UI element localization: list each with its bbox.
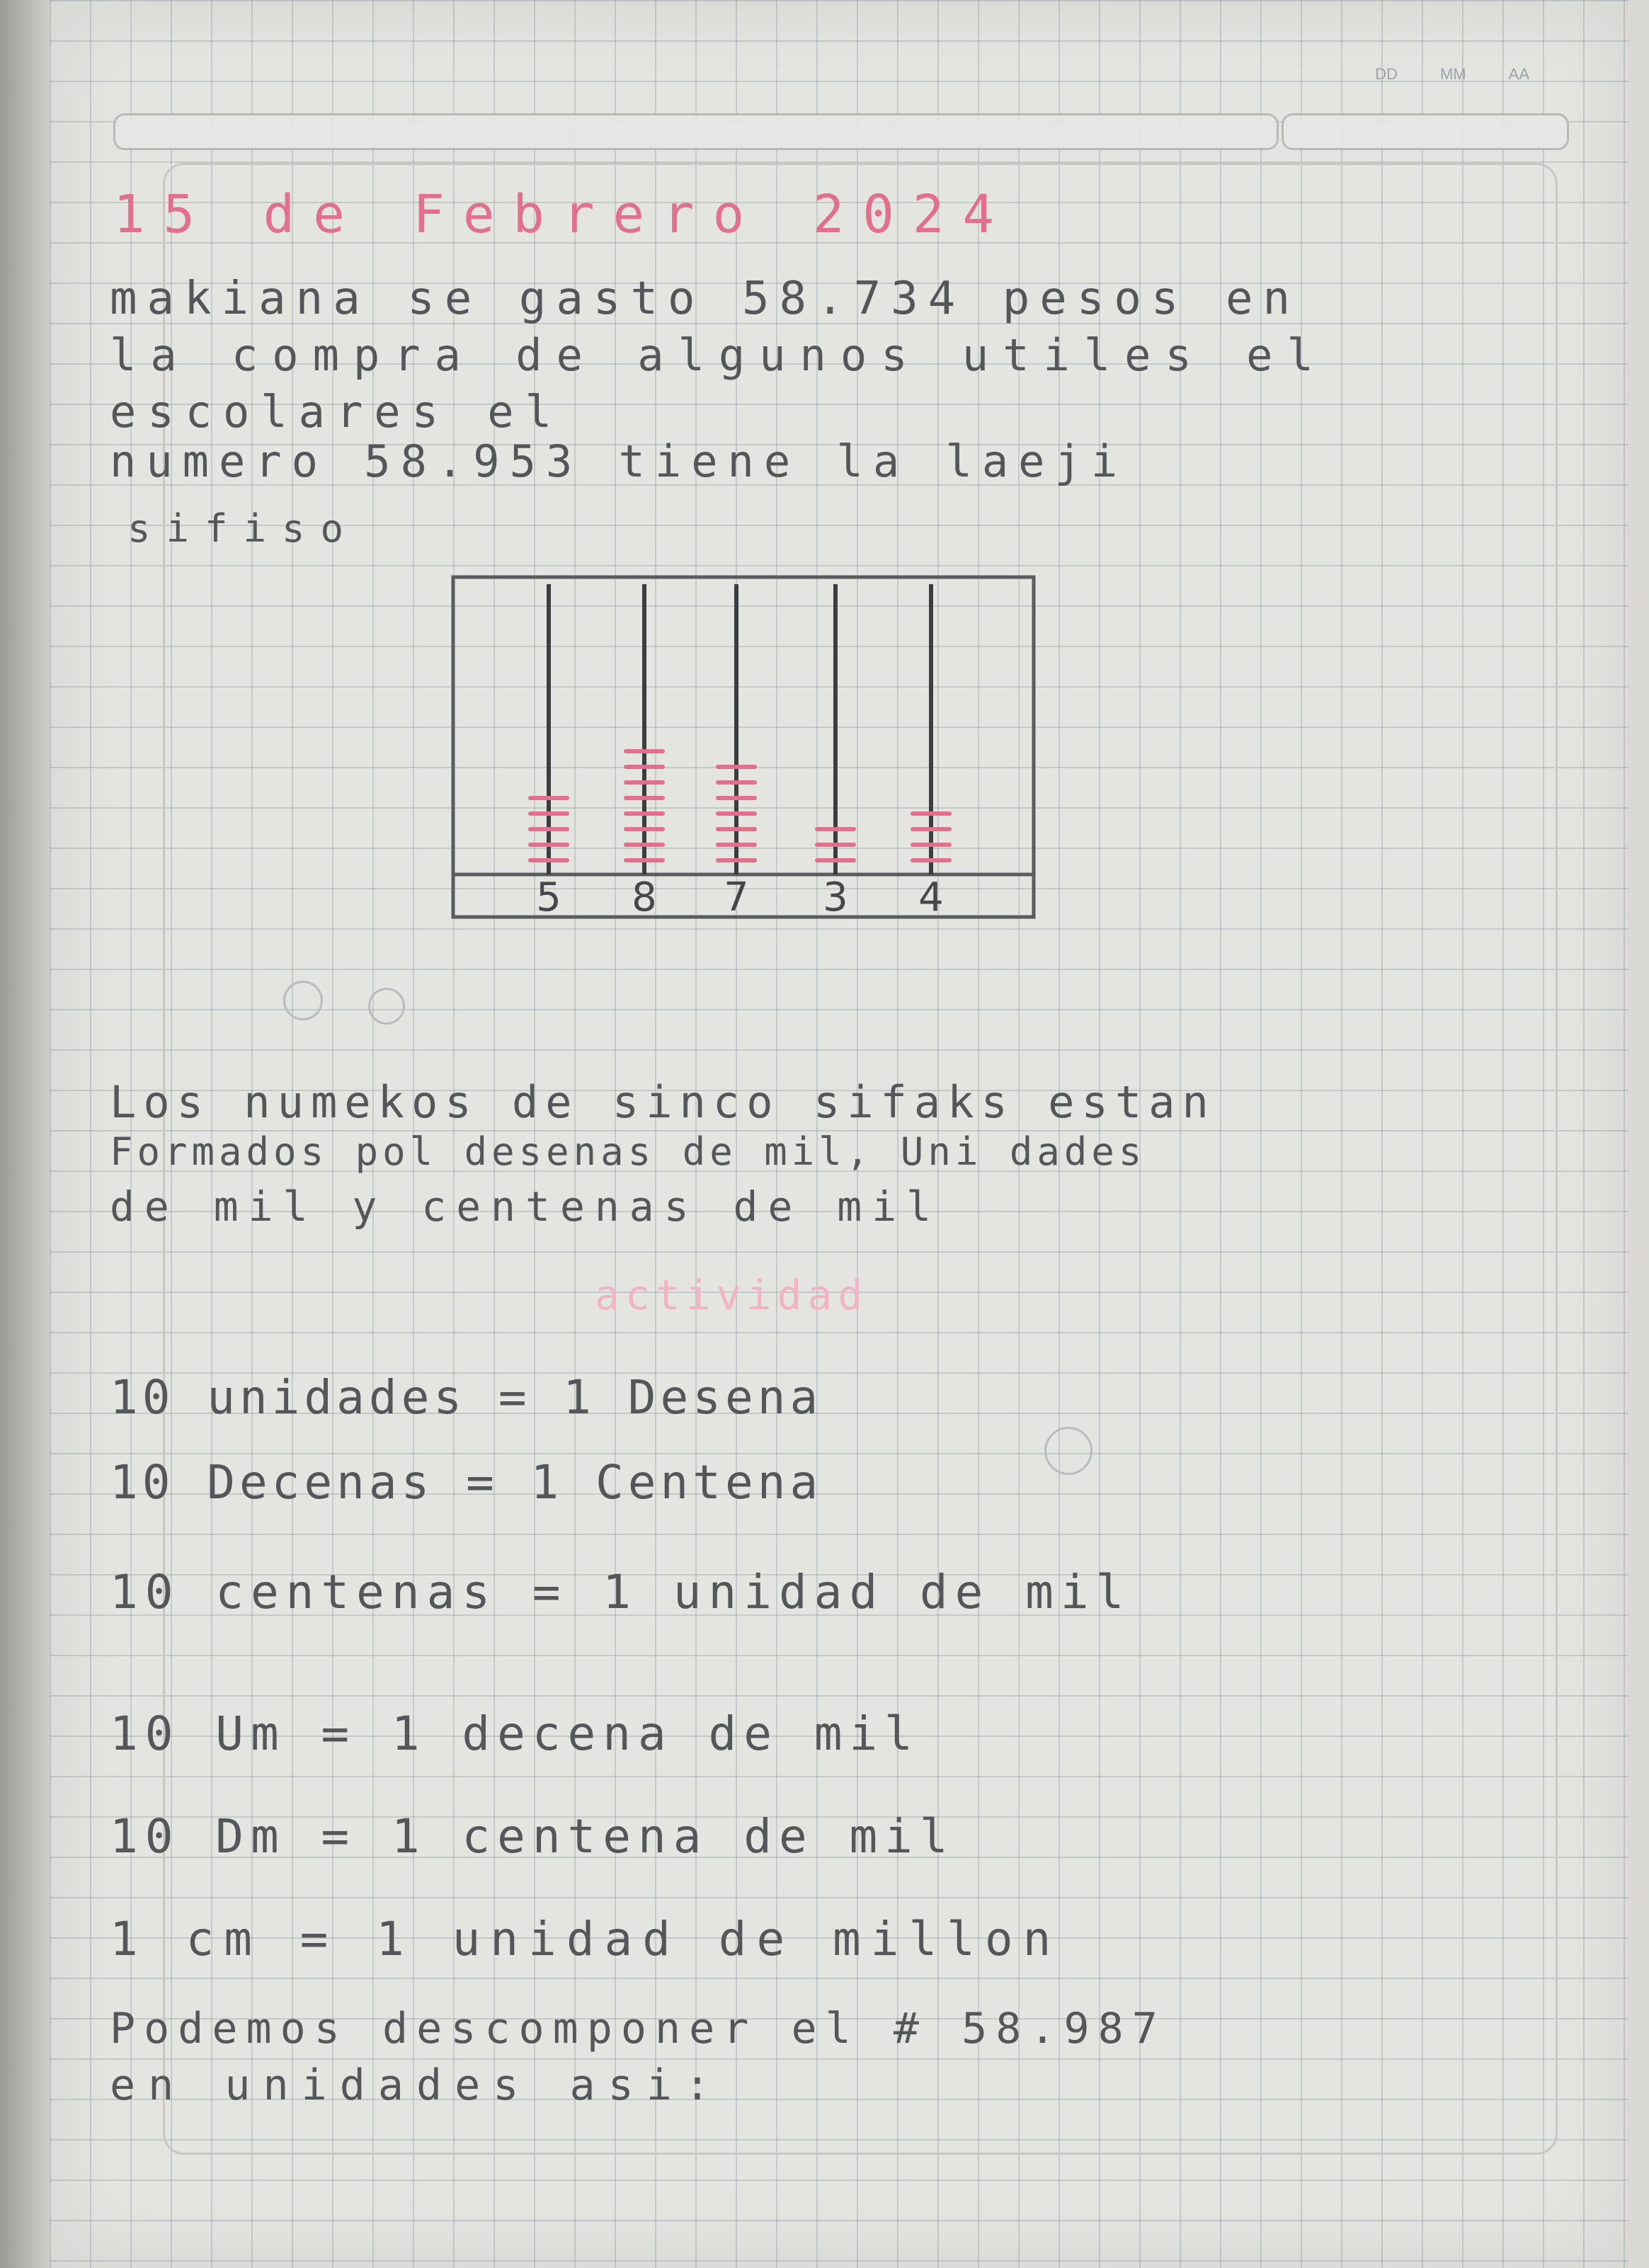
date-field-labels: [1375, 65, 1529, 84]
abacus-digit-label: 7: [724, 874, 749, 921]
date-label-year: AA: [1508, 65, 1529, 83]
equivalence-line-3: 10 centenas = 1 unidad de mil: [110, 1565, 1131, 1619]
date-label-day: DD: [1375, 65, 1398, 83]
abacus-digit-label: 5: [536, 874, 561, 921]
activity-title: actividad: [595, 1271, 869, 1319]
abacus-digit-label: 4: [918, 874, 944, 921]
paragraph1-line5: sifiso: [127, 506, 360, 551]
handwritten-date: 15 de Febrero 2024: [113, 184, 1012, 245]
paragraph3-line1: Podemos descomponer el # 58.987: [110, 2004, 1166, 2053]
header-title-box: [113, 113, 1279, 150]
equivalence-line-6: 1 cm = 1 unidad de millon: [110, 1912, 1061, 1966]
paragraph1-line3: escolares el: [110, 386, 563, 438]
notebook-page: [50, 0, 1628, 2268]
header-date-box: [1282, 113, 1569, 150]
equivalence-line-2: 10 Decenas = 1 Centena: [110, 1455, 823, 1510]
pencil-circle: [283, 981, 323, 1020]
date-label-month: MM: [1439, 65, 1466, 83]
equivalence-line-4: 10 Um = 1 decena de mil: [110, 1706, 920, 1761]
paragraph1-line1: makiana se gasto 58.734 pesos en: [110, 273, 1300, 325]
pencil-circle: [368, 988, 405, 1025]
notebook-edge-shadow: [0, 0, 50, 2268]
abacus-drawing: [450, 574, 1037, 928]
paragraph2-line1: Los numekos de sinco sifaks estan: [110, 1076, 1216, 1128]
paragraph2-line3: de mil y centenas de mil: [110, 1183, 942, 1231]
equivalence-line-5: 10 Dm = 1 centena de mil: [110, 1809, 955, 1864]
abacus-digit-label: 8: [632, 874, 657, 921]
equivalence-line-1: 10 unidades = 1 Desena: [110, 1370, 823, 1425]
paragraph3-line2: en unidades asi:: [110, 2061, 723, 2110]
abacus-digit-label: 3: [823, 874, 848, 921]
paragraph1-line4: numero 58.953 tiene la laeji: [110, 435, 1128, 487]
abacus-frame: [453, 577, 1034, 917]
pencil-circle: [1044, 1427, 1092, 1475]
abacus-svg: [450, 574, 1037, 928]
paragraph2-line2: Formados pol desenas de mil, Uni dades: [110, 1129, 1146, 1174]
paragraph1-line2: la compra de algunos utiles el: [110, 329, 1328, 381]
